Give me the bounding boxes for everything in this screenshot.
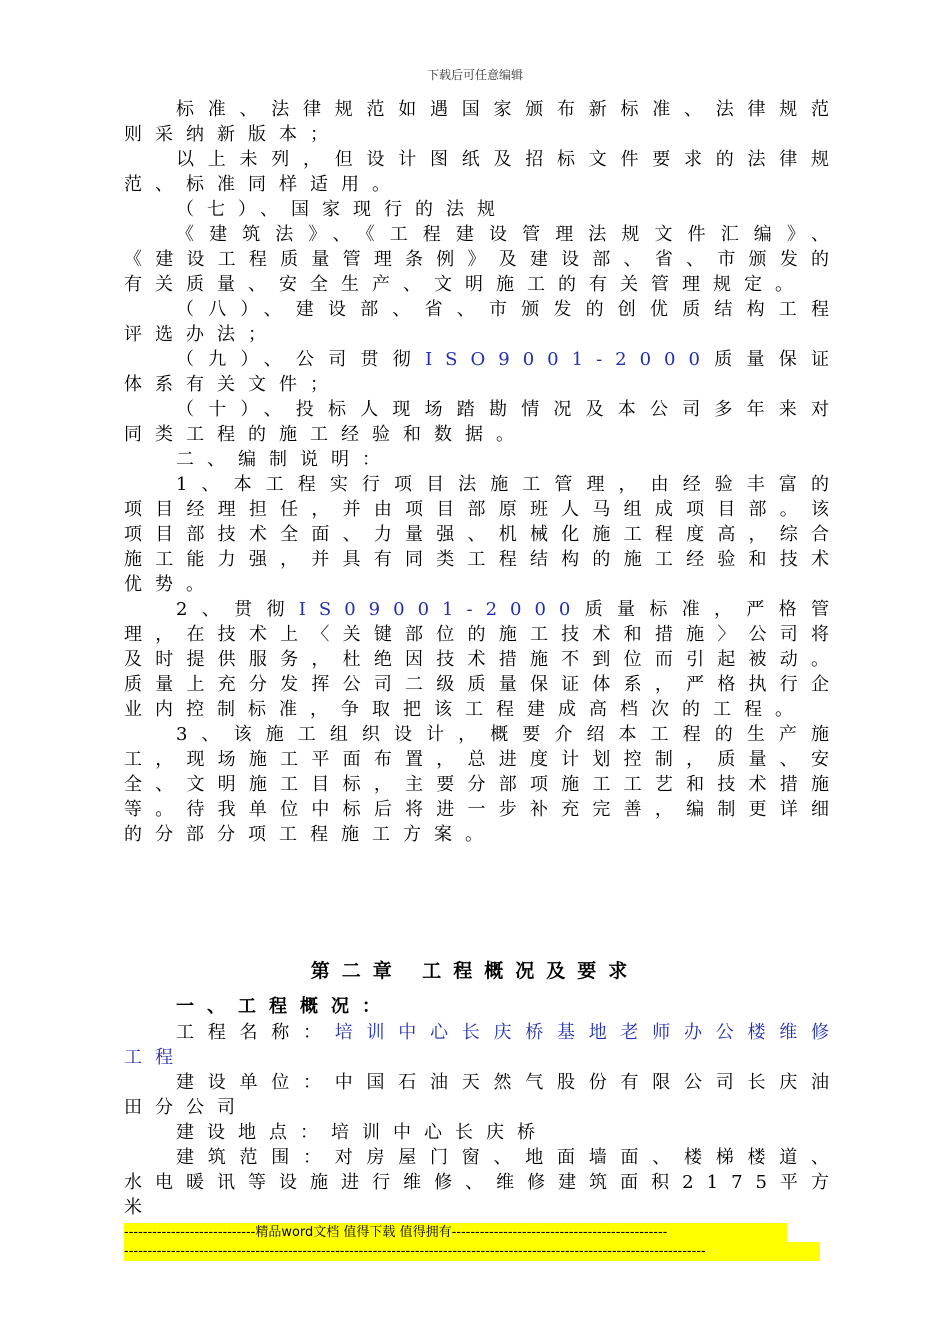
paragraph-text: 《建筑法》、《工程建设管理法规文件汇编》、《建设工程质量管理条例》及建设部、省、市颁发的有关质量、安全生产、文明施工的有关管理规定。: [124, 224, 842, 295]
paragraph-text: 二、编制说明：: [176, 449, 393, 470]
body-paragraph: [124, 147, 842, 197]
page-header: 下载后可任意编辑: [426, 68, 523, 82]
body-paragraph: [124, 472, 842, 597]
overview-item: [124, 1120, 842, 1145]
paragraph-text: 质量标准，严格管理，在技术上〈关键部位的施工技术和措施〉公司将及时提供服务，杜绝因技术措施不到位而引起被动。质量上充分发挥公司二级质量保证体系，严格执行企业内控制标准，争取把该工程建成高档次的工程。: [124, 599, 843, 720]
paragraph-text: 标准、法律规范如遇国家颁布新标准、法律规范则采纳新版本；: [124, 99, 842, 145]
chapter-title: 第二章 工程概况及要求: [310, 960, 640, 982]
standard-reference: ISO9001-2000: [425, 349, 713, 370]
body-paragraph: [124, 397, 842, 447]
footer-banner: [124, 1223, 824, 1261]
body-paragraph: [124, 597, 842, 722]
paragraph-text: 2、贯彻: [176, 599, 299, 620]
body-paragraph: [124, 297, 842, 347]
body-paragraph: [124, 222, 842, 297]
paragraph-text: 质量保证体系有关文件；: [124, 349, 842, 395]
body-paragraph: [124, 347, 842, 397]
overview-item: [124, 1020, 842, 1070]
overview-item-value: 培训中心长庆桥基地老师办公楼维修工程: [124, 1022, 842, 1068]
overview-item-value: 对房屋门窗、地面墙面、楼梯楼道、水电暖讯等设施进行维修、维修建筑面积2175平方米: [124, 1147, 842, 1218]
body-paragraph: [124, 722, 842, 847]
standard-reference: IS09001-2000: [298, 599, 584, 620]
body-paragraph: [124, 97, 842, 147]
overview-items: [124, 1020, 842, 1220]
project-overview-section: [124, 994, 842, 1220]
paragraph-text: （八）、建设部、省、市颁发的创优质结构工程评选办法；: [124, 299, 842, 345]
overview-item-label: 建设单位：: [176, 1072, 335, 1093]
body-text: [124, 97, 842, 847]
overview-item-label: 建筑范围：: [176, 1147, 335, 1168]
paragraph-text: （七）、国家现行的法规: [176, 199, 508, 220]
paragraph-text: 3、该施工组织设计，概要介绍本工程的生产施工，现场施工平面布置，总进度计划控制，质量、安全、文明施工目标，主要分部项施工工艺和技术措施等。待我单位中标后将进一步补充完善，编制更详细的分部分项工程施工方案。: [124, 724, 842, 845]
footer-line-1: ----------------------------精品word文档 值得下载 值得拥有----------------------------------------------: [124, 1223, 787, 1242]
overview-item-value: 中国石油天然气股份有限公司长庆油田分公司: [124, 1072, 842, 1118]
section-heading: 一、工程概况：: [176, 996, 393, 1017]
body-paragraph: [124, 197, 842, 222]
overview-item: [124, 1145, 842, 1220]
overview-item: [124, 1070, 842, 1120]
paragraph-text: 1、本工程实行项目法施工管理，由经验丰富的项目经理担任，并由项目部原班人马组成项目部。该项目部技术全面、力量强、机械化施工程度高，综合施工能力强，并具有同类工程结构的施工经验和技术优势。: [124, 474, 842, 595]
body-paragraph: [124, 447, 842, 472]
paragraph-text: （十）、投标人现场踏勘情况及本公司多年来对同类工程的施工经验和数据。: [124, 399, 842, 445]
overview-item-label: 工程名称：: [176, 1022, 335, 1043]
overview-item-value: 培训中心长庆桥: [331, 1122, 548, 1143]
overview-item-label: 建设地点：: [176, 1122, 331, 1143]
paragraph-text: 以上未列，但设计图纸及招标文件要求的法律规范、标准同样适用。: [124, 149, 842, 195]
paragraph-text: （九）、公司贯彻: [176, 349, 426, 370]
footer-line-2: ----------------------------------------------------------------------------------------------------------------------------: [124, 1242, 820, 1261]
